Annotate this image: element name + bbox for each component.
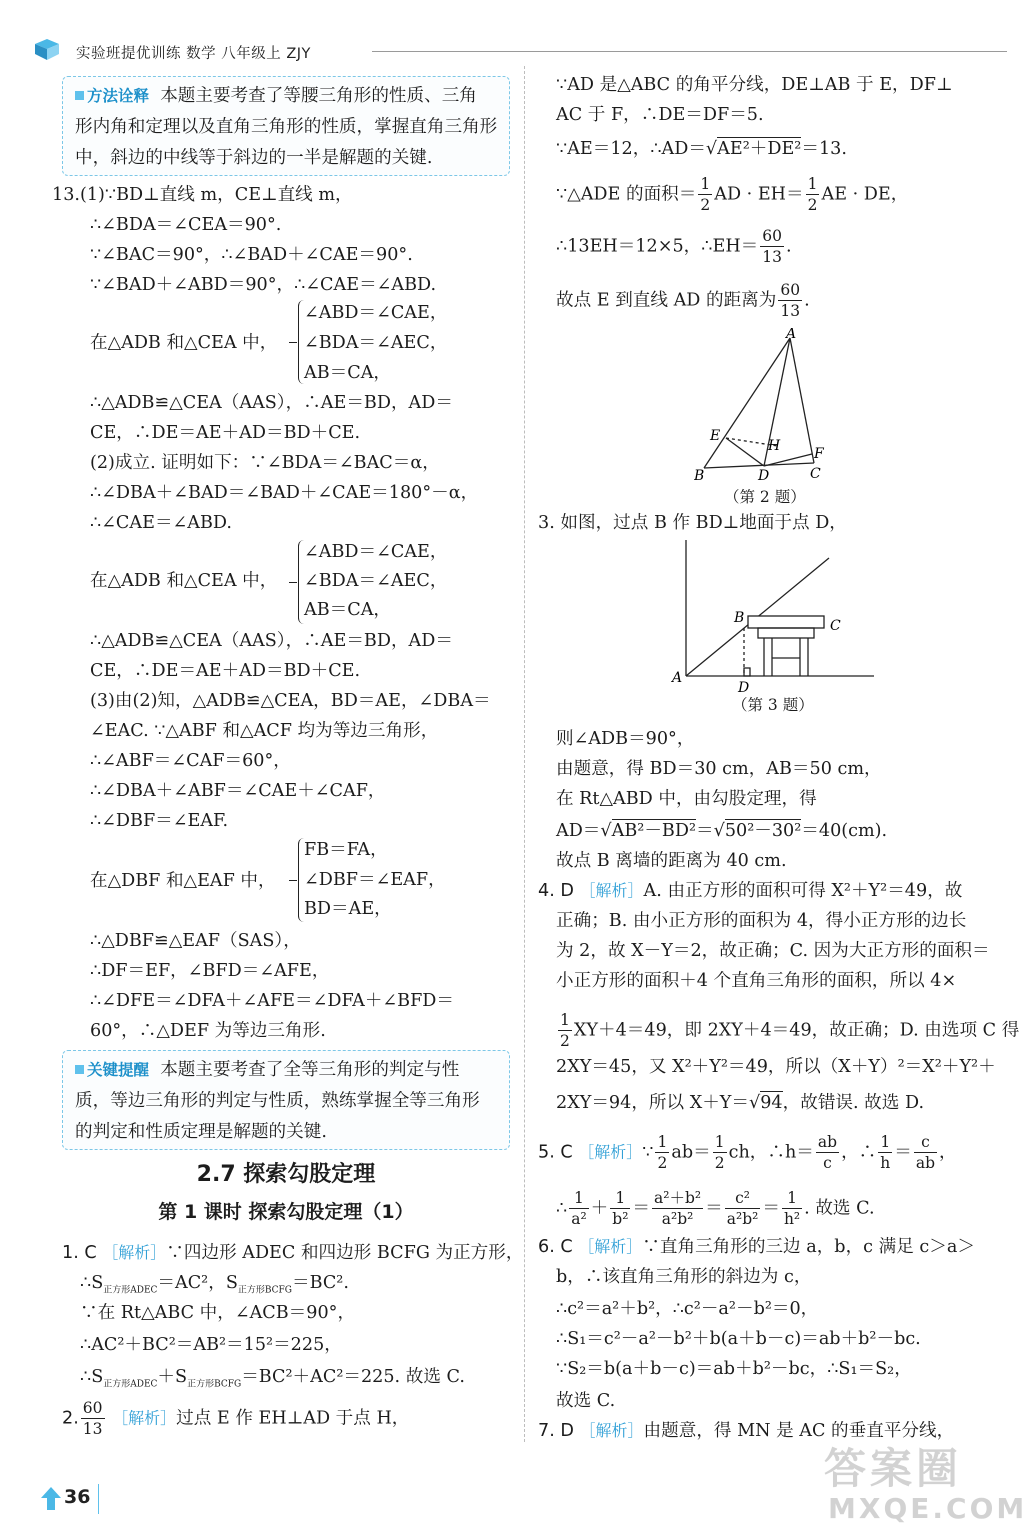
q3-line: 在 Rt△ABD 中，由勾股定理，得: [556, 789, 817, 809]
system-row: AB＝CA，: [304, 363, 391, 383]
system-lead: 在△ADB 和△CEA 中，: [90, 571, 278, 591]
fig2-label-H: H: [768, 438, 781, 454]
q6-line: ∴S₁＝c²－a²－b²＋b(a＋b－c)＝ab＋b²－bc.: [556, 1329, 921, 1349]
header-rule: [372, 51, 1007, 52]
q13-line: ∵∠BAC＝90°，∴∠BAD＋∠CAE＝90°.: [90, 245, 413, 265]
q3-line: 3. 如图，过点 B 作 BD⊥地面于点 D，: [538, 513, 847, 533]
q13-line: 60°，∴△DEF 为等边三角形.: [90, 1021, 326, 1041]
system-row: ∠BDA＝∠AEC，: [304, 571, 448, 591]
figure-3-diagram: [664, 538, 884, 698]
q4-line: 2XY＝45，又 X²＋Y²＝49，所以（X＋Y）²＝X²＋Y²＋: [556, 1057, 996, 1077]
method-note-box: [62, 76, 510, 176]
q4-line: 2XY＝94，所以 X＋Y＝√94，故错误. 故选 D.: [556, 1093, 925, 1113]
analysis-tag: ［解析］: [578, 1142, 643, 1162]
fig3-label-B: B: [734, 610, 745, 626]
q13-line: 13.(1)∵BD⊥直线 m，CE⊥直线 m，: [52, 185, 353, 205]
q2-line: ∵AD 是△ABC 的角平分线，DE⊥AB 于 E，DF⊥: [556, 75, 953, 95]
method-note-tag: 方法诠释: [87, 87, 150, 105]
q6-line: b，∴该直角三角形的斜边为 c，: [556, 1267, 812, 1287]
system-lead: 在△DBF 和△EAF 中，: [90, 871, 276, 891]
fig2-label-E: E: [710, 428, 721, 444]
q1-line: ∵四边形 ADEC 和四边形 BCFG 为正方形，: [166, 1243, 524, 1263]
q6-line: ∴c²＝a²＋b²，∴c²－a²－b²＝0，: [556, 1299, 819, 1319]
figure-3-caption: （第 3 题）: [732, 696, 814, 714]
system-row: ∠ABD＝∠CAE，: [304, 303, 448, 323]
q13-line: ∴∠DBF＝∠EAF.: [90, 811, 229, 831]
q2-line: 2. $\frac{60}{13}$ ［解析］过点 E 作 EH⊥AD 于点 H，: [62, 1399, 410, 1438]
q13-line: ∠EAC. ∵△ABF 和△ACF 均为等边三角形，: [90, 721, 439, 741]
q4-line: $\frac{1}{2}$ XY＋4＝49，即 2XY＋4＝49，故正确；D. 由选项 C 得: [560, 1011, 1020, 1050]
section-title: 2.7 探索勾股定理: [196, 1162, 376, 1187]
q4-line: 4. D ［解析］A. 由正方形的面积可得 X²＋Y²＝49，故: [538, 881, 963, 901]
fig2-label-B: B: [694, 468, 705, 484]
q6-line: 故选 C.: [556, 1391, 616, 1411]
q13-line: ∴∠DBA＋∠BAD＝∠BAD＋∠CAE＝180°－α，: [90, 483, 479, 503]
key-reminder-line: 本题主要考查了全等三角形的判定与性: [160, 1060, 460, 1080]
q2-line: 故点 E 到直线 AD 的距离为 $\frac{60}{13}$ .: [556, 281, 810, 320]
q1-line: ∵在 Rt△ABC 中，∠ACB＝90°，: [80, 1303, 356, 1323]
analysis-tag: ［解析］: [579, 881, 644, 900]
analysis-tag: ［解析］: [112, 1408, 177, 1428]
q13-line: (2)成立. 证明如下：∵∠BDA＝∠BAC＝α，: [90, 453, 440, 473]
method-note-line: 中，斜边的中线等于斜边的一半是解题的关键.: [75, 148, 433, 168]
q1-line: $\therefore S_{正方形ADEC}+S_{正方形BCFG}=BC^2+AC^2=225$. 故选 C.: [80, 1367, 465, 1390]
q4-line: 正确；B. 由小正方形的面积为 4，得小正方形的边长: [556, 911, 967, 931]
analysis-tag: ［解析］: [102, 1243, 167, 1262]
system-row: ∠DBF＝∠EAF，: [304, 870, 446, 890]
q13-line: CE，∴DE＝AE＋AD＝BD＋CE.: [90, 423, 361, 443]
key-reminder-box: [62, 1050, 510, 1150]
method-note-line: 本题主要考查了等腰三角形的性质、三角: [160, 86, 477, 106]
book-logo-icon: [32, 38, 62, 62]
q13-line: ∴△DBF≌△EAF（SAS），: [90, 931, 301, 951]
q3-line: 由题意，得 BD＝30 cm，AB＝50 cm，: [556, 759, 882, 779]
q1-line: $\therefore S_{正方形ADEC}=AC^2$，$S_{正方形BCFG}=BC^2$.: [80, 1273, 349, 1296]
page-header: [32, 38, 982, 64]
q7-line: 7. D ［解析］由题意，得 MN 是 AC 的垂直平分线，: [538, 1421, 955, 1441]
q13-line: ∴∠BDA＝∠CEA＝90°.: [90, 215, 282, 235]
q13-line: ∴∠DFE＝∠DFA＋∠AFE＝∠DFA＋∠BFD＝: [90, 991, 455, 1011]
figure-2-caption: （第 2 题）: [724, 488, 806, 506]
system-row: ∠ABD＝∠CAE，: [304, 542, 448, 562]
answer-label: 1. C: [62, 1243, 97, 1263]
key-reminder-line: 的判定和性质定理是解题的关键.: [75, 1122, 327, 1142]
system-row: BD＝AE，: [304, 899, 392, 919]
analysis-tag: ［解析］: [579, 1421, 644, 1440]
fig3-label-C: C: [830, 618, 841, 634]
fig3-label-A: A: [672, 670, 683, 686]
q2-line: ∵△ADE 的面积＝ $\frac{1}{2}$ AD · EH＝ $\frac{1}{2}$ AE · DE，: [556, 175, 909, 214]
fig2-label-A: A: [786, 328, 797, 342]
analysis-tag: ［解析］: [578, 1237, 643, 1256]
system-row: ∠BDA＝∠AEC，: [304, 333, 448, 353]
q2-line: ∴13EH＝12×5，∴EH＝ $\frac{60}{13}$ .: [556, 227, 792, 266]
q13-line: ∴∠CAE＝∠ABD.: [90, 513, 232, 533]
note-square-icon: [75, 91, 84, 100]
q5-line: ∴ $\frac{1}{\text{a²}}$ ＋ $\frac{1}{\text{b²}}$ ＝ $\frac{\text{a²＋b²}}{\text{a²b²}}$ ＝ $\frac{\text{c²}}{\text{a²b²}}$ ＝ $\frac{1}{\text{h²}}$ . 故选 C.: [556, 1189, 875, 1228]
q13-line: ∴DF＝EF，∠BFD＝∠AFE，: [90, 961, 330, 981]
q2-line: ∵AE＝12，∴AD＝√AE²＋DE²＝13.: [556, 139, 847, 159]
fig3-label-D: D: [738, 680, 750, 696]
watermark-text: 答案圈: [824, 1444, 963, 1493]
fig2-label-F: F: [814, 446, 824, 462]
system-lead: 在△ADB 和△CEA 中，: [90, 333, 278, 353]
up-arrow-icon: [40, 1486, 62, 1512]
key-reminder-line: 质，等边三角形的判定与性质，熟练掌握全等三角形: [75, 1091, 480, 1111]
q13-line: (3)由(2)知，△ADB≌△CEA，BD＝AE，∠DBA＝: [90, 691, 491, 711]
q2-line: AC 于 F，∴DE＝DF＝5.: [556, 105, 764, 125]
q13-line: ∴∠ABF＝∠CAF＝60°，: [90, 751, 291, 771]
watermark: [812, 1436, 1028, 1532]
page-number: 36: [64, 1486, 91, 1508]
system-row: FB＝FA，: [304, 840, 388, 860]
q3-line: 则∠ADB＝90°，: [556, 729, 695, 749]
fig2-label-D: D: [758, 468, 770, 484]
answer-label: 2.: [62, 1408, 79, 1429]
q1-line: ∴AC²＋BC²＝AB²＝15²＝225，: [80, 1335, 342, 1355]
q5-line: 5. C ［解析］∵ $\frac{1}{2}$ ab＝ $\frac{1}{2}$ ch，∴h＝ $\frac{ab}{c}$ ，∴ $\frac{1}{h}$ ＝ $\frac{c}{ab}$ ，: [538, 1133, 957, 1172]
page-number-bar: [98, 1484, 99, 1514]
system-row: AB＝CA，: [304, 600, 391, 620]
header-title: 实验班提优训练 数学 八年级上 ZJY: [76, 46, 311, 62]
q13-line: ∴△ADB≌△CEA（AAS），∴AE＝BD，AD＝: [90, 393, 453, 413]
q13-line: ∴∠DBA＋∠ABF＝∠CAE＋∠CAF，: [90, 781, 386, 801]
q4-line: 为 2，故 X－Y＝2，故正确；C. 因为大正方形的面积＝: [556, 941, 990, 961]
column-divider: [524, 66, 525, 1442]
q6-line: ∵S₂＝b(a＋b－c)＝ab＋b²－bc，∴S₁＝S₂，: [556, 1359, 912, 1379]
q13-line: CE，∴DE＝AE＋AD＝BD＋CE.: [90, 661, 361, 681]
q13-line: ∴△ADB≌△CEA（AAS），∴AE＝BD，AD＝: [90, 631, 453, 651]
key-reminder-tag: 关键提醒: [87, 1061, 150, 1079]
q6-line: 6. C ［解析］∵直角三角形的三边 a，b，c 满足 c＞a＞: [538, 1237, 975, 1257]
q13-line: ∵∠BAD＋∠ABD＝90°，∴∠CAE＝∠ABD.: [90, 275, 437, 295]
q3-line: 故点 B 离墙的距离为 40 cm.: [556, 851, 787, 871]
fig2-label-C: C: [810, 466, 821, 482]
note-square-icon: [75, 1065, 84, 1074]
watermark-url: MXQE.COM: [828, 1492, 1028, 1525]
lesson-title: 第 1 课时 探索勾股定理（1）: [158, 1201, 414, 1223]
q3-line: AD＝√AB²－BD²＝√50²－30²＝40(cm).: [556, 821, 888, 841]
method-note-line: 形内角和定理以及直角三角形的性质，掌握直角三角形: [75, 117, 498, 137]
figure-2-diagram: [694, 328, 834, 488]
q4-line: 小正方形的面积＋4 个直角三角形的面积，所以 4×: [556, 971, 957, 991]
